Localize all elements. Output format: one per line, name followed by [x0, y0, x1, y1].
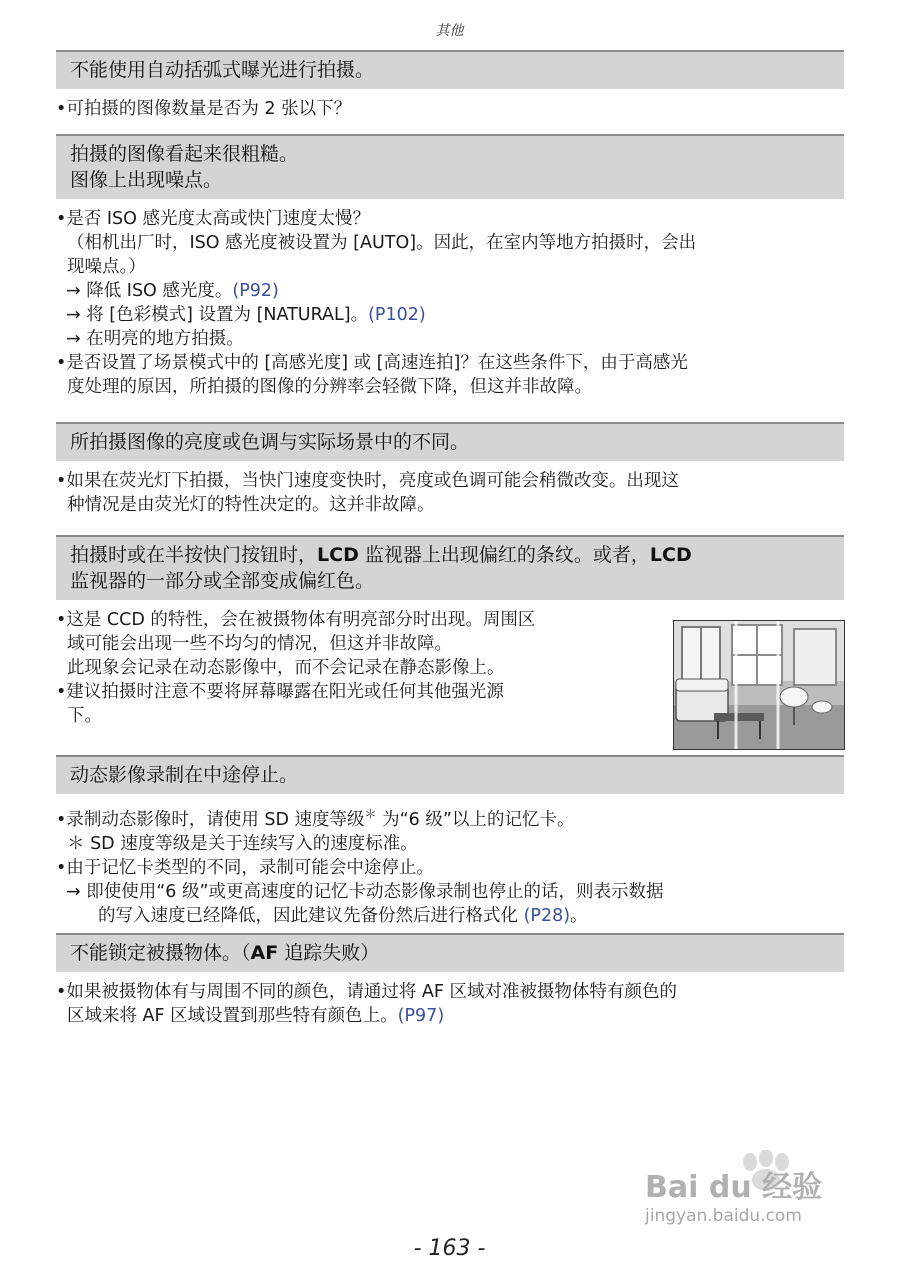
section-title: 拍摄的图像看起来很粗糙。 图像上出现噪点。 [56, 134, 844, 199]
page-link[interactable]: (P102) [368, 305, 426, 325]
page-header: 其他 [435, 23, 464, 39]
body-line: 现噪点。） [67, 257, 146, 277]
page-number: - 163 - [413, 1236, 486, 1261]
section-title: 拍摄时或在半按快门按钮时，LCD 监视器上出现偏红的条纹。或者，LCD 监视器的一部分或全部变成偏红色。 [56, 535, 844, 600]
section-title: 不能锁定被摄物体。（AF 追踪失败） [56, 933, 844, 972]
body-line: •可拍摄的图像数量是否为 2 张以下？ [56, 99, 352, 119]
section-body [56, 89, 844, 121]
section-bracket [56, 50, 844, 121]
body-line: 区域来将 AF 区域设置到那些特有颜色上。(P97) [67, 1006, 445, 1026]
section-movie-stop [56, 755, 844, 928]
body-line: （相机出厂时，ISO 感光度被设置为 [AUTO]。因此，在室内等地方拍摄时，会出 [67, 233, 697, 253]
body-line: 度处理的原因，所拍摄的图像的分辨率会轻微下降，但这并非故障。 [67, 377, 592, 397]
body-line: •录制动态影像时，请使用 SD 速度等级＊ 为“6 级”以上的记忆卡。 [56, 807, 575, 830]
section-af-tracking [56, 933, 844, 1028]
body-line: ＊ SD 速度等级是关于连续写入的速度标准。 [67, 833, 418, 854]
body-line: •这是 CCD 的特性，会在被摄物体有明亮部分时出现。周围区 [56, 610, 536, 630]
body-line: 域可能会出现一些不均匀的情况，但这并非故障。 [67, 634, 452, 654]
section-title: 所拍摄图像的亮度或色调与实际场景中的不同。 [56, 422, 844, 461]
room-photo [673, 620, 845, 750]
body-line: •建议拍摄时注意不要将屏幕曝露在阳光或任何其他强光源 [56, 682, 504, 702]
body-line: •是否 ISO 感光度太高或快门速度太慢？ [56, 209, 370, 229]
body-line: •由于记忆卡类型的不同，录制可能会中途停止。 [56, 857, 434, 878]
body-line: •如果被摄物体有与周围不同的颜色，请通过将 AF 区域对准被摄物体特有颜色的 [56, 982, 677, 1002]
body-line: → 在明亮的地方拍摄。 [66, 329, 244, 349]
page-link[interactable]: (P92) [232, 281, 279, 301]
section-brightness [56, 422, 844, 517]
page-link[interactable]: (P97) [397, 1006, 445, 1026]
body-line: 的写入速度已经降低，因此建议先备份然后进行格式化 (P28)。 [98, 905, 588, 926]
body-line: → 降低 ISO 感光度。(P92) [66, 281, 279, 301]
section-noise [56, 134, 844, 399]
section-body [56, 461, 844, 517]
body-line: 种情况是由荧光灯的特性决定的。这并非故障。 [67, 495, 435, 515]
section-title: 动态影像录制在中途停止。 [56, 755, 844, 794]
body-line: 下。 [67, 706, 102, 726]
page-link[interactable]: (P28) [523, 905, 571, 926]
section-title: 不能使用自动括弧式曝光进行拍摄。 [56, 50, 844, 89]
section-body [56, 199, 844, 399]
body-line: → 将 [色彩模式] 设置为 [NATURAL]。(P102) [66, 305, 426, 325]
watermark-text: Bai du 经验 jingyan.baidu.com [645, 1170, 823, 1226]
section-body [56, 972, 844, 1028]
body-line: •是否设置了场景模式中的 [高感光度] 或 [高速连拍]？在这些条件下，由于高感光 [56, 353, 688, 373]
body-line: •如果在荧光灯下拍摄，当快门速度变快时，亮度或色调可能会稍微改变。出现这 [56, 471, 679, 491]
body-line: 此现象会记录在动态影像中，而不会记录在静态影像上。 [67, 658, 505, 678]
body-line: → 即使使用“6 级”或更高速度的记忆卡动态影像录制也停止的话，则表示数据 [66, 881, 664, 902]
section-body [56, 794, 844, 928]
